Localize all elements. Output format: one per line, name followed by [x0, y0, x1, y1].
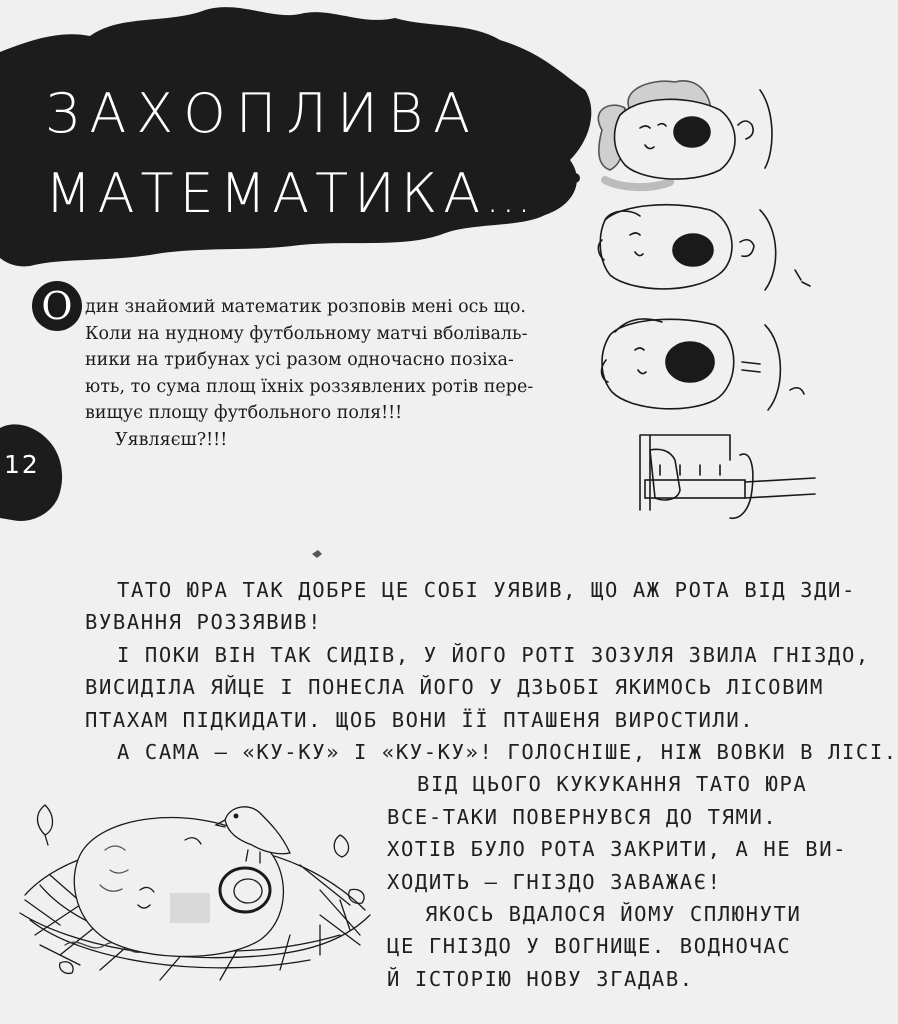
- story-line: ЯКОСЬ ВДАЛОСЯ ЙОМУ СПЛЮНУТИ: [425, 902, 802, 927]
- clamp-drawing: [640, 435, 815, 518]
- page-title-ellipsis: ...: [486, 176, 534, 222]
- yawning-girl-face: [598, 81, 772, 187]
- page-title-line-1: ЗАХОПЛИВА: [45, 82, 481, 145]
- dropcap-letter: О: [32, 281, 82, 331]
- intro-line: Коли на нудному футбольному матчі вболіваль-: [85, 323, 528, 344]
- story-line: ВСЕ-ТАКИ ПОВЕРНУВСЯ ДО ТЯМИ.: [387, 804, 778, 829]
- ink-speck: [310, 548, 324, 560]
- intro-line: Уявляєш?!!!: [115, 429, 228, 450]
- page-title-line-2: [45, 162, 533, 225]
- story-line: ВУВАННЯ РОЗЗЯВИВ!: [85, 610, 323, 635]
- intro-line: дин знайомий математик розповів мені ось що.: [85, 297, 526, 317]
- intro-paragraph: [85, 294, 590, 453]
- story-line: А САМА — «КУ-КУ» І «КУ-КУ»! ГОЛОСНІШЕ, НІЖ ВОВКИ В ЛІСІ.: [117, 740, 898, 765]
- story-line: ЦЕ ГНІЗДО У ВОГНИЩЕ. ВОДНОЧАС: [387, 934, 792, 959]
- page-number: 12: [4, 450, 40, 479]
- story-line: ХОДИТЬ — ГНІЗДО ЗАВАЖАЄ!: [387, 869, 722, 894]
- intro-line: вищує площу футбольного поля!!!: [85, 403, 403, 423]
- yawning-faces-icon: [590, 70, 819, 540]
- intro-line: ники на трибунах усі разом одночасно позіха-: [85, 350, 514, 370]
- story-line: ВИСИДІЛА ЯЙЦЕ І ПОНЕСЛА ЙОГО У ДЗЬОБІ ЯКИМОСЬ ЛІСОВИМ: [85, 675, 824, 700]
- story-line: ПТАХАМ ПІДКИДАТИ. ЩОБ ВОНИ ЇЇ ПТАШЕНЯ ВИРОСТИЛИ.: [85, 707, 755, 732]
- story-line: І ПОКИ ВІН ТАК СИДІВ, У ЙОГО РОТІ ЗОЗУЛЯ ЗВИЛА ГНІЗДО,: [117, 642, 870, 667]
- nest-head-icon: [20, 795, 375, 990]
- story-line: ХОТІВ БУЛО РОТА ЗАКРИТИ, А НЕ ВИ-: [387, 837, 848, 862]
- story-line: ТАТО ЮРА ТАК ДОБРЕ ЦЕ СОБІ УЯВИВ, ЩО АЖ РОТА ВІД ЗДИ-: [117, 578, 856, 602]
- story-line: Й ІСТОРІЮ НОВУ ЗГАДАВ.: [387, 966, 694, 991]
- story-line: ВІД ЦЬОГО КУКУКАННЯ ТАТО ЮРА: [417, 772, 808, 797]
- yawning-boy-face: [598, 205, 810, 290]
- page-title-word: МАТЕМАТИКА: [45, 162, 487, 225]
- yawning-man-face: [602, 319, 804, 410]
- intro-line: ють, то сума площ їхніх роззявлених ротів пере-: [85, 376, 534, 397]
